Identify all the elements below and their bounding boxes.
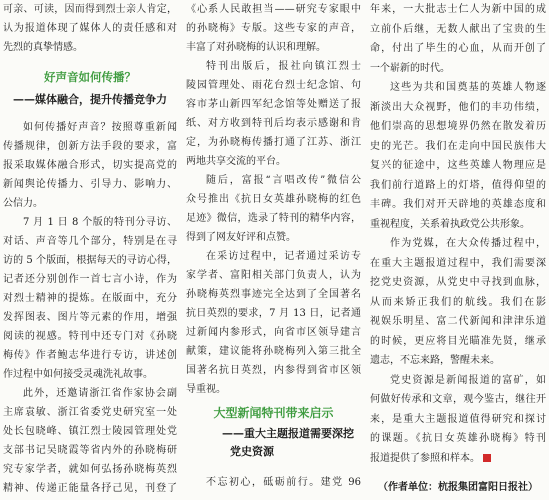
text-line: 在重大主题报道过程中，我们需要深 [370,257,546,269]
text-line: 两地共享交流的平台。 [186,156,286,167]
text-line: 复兴的征途中，这些英雄人物理应是 [370,160,546,171]
text-line: 党史资源是新闻报道的富矿，如 [390,374,546,386]
text-line: 陵园管理处、雨花台烈士纪念馆、句 [186,80,361,91]
text-line: 国著名抗日英烈，内参得到省市区领 [186,365,361,376]
text-line: 精神、传递正能量各抒己见，刊登了 [3,483,177,494]
author-affiliation: （作者单位：杭报集团富阳日报社） [378,482,538,493]
text-line: 报采取媒体融合形式，切实提高党的 [3,160,177,171]
paragraph [3,118,177,213]
text-line: 的时候，更应将目光瞄准先贤，继承 [370,335,546,347]
text-line: 阅读的视感。特刊中还专门对《孙晓 [3,331,177,342]
text-line: 遗志，不忘来路，警醒未来。 [370,355,500,366]
text-line: 主席袁敏、浙江省委党史研究室一处 [3,407,177,418]
paragraph [186,247,361,399]
text-line: 梅传》作者鲍志华进行专访，讲述创 [3,350,177,361]
text-line: 他们崇高的思想境界仍然在散发着历 [370,121,546,132]
text-line: 记者还分别创作一首七言小诗，作为 [3,274,177,285]
text-line: 导重视。 [186,384,226,395]
text-line: 立前仆后继，无数人献出了宝贵的生 [370,23,546,35]
text-line: 这些为共和国奠基的英雄人物逐 [390,82,546,93]
text-line: 定，为孙晓梅传播打通了江苏、浙江 [186,137,361,148]
text-line-final [370,449,546,469]
text-line: 纸、对方收到特刊后均表示感谢和肯 [186,118,361,129]
text-line: 随后，富报“言唱改传”微信公 [206,175,361,186]
text-line: 孙晓梅英烈事迹完全达到了全国著名 [186,289,361,300]
text-line: 作为党媒，在大众传播过程中， [390,238,546,249]
text-line: 认为报道体现了媒体人的责任感和对 [3,23,177,34]
text-line: 史的光芒。我们在走向中国民族伟大 [370,140,546,152]
section-subheading: ——媒体融合，提升传播竞争力 [13,93,167,106]
paragraph [186,171,361,247]
paragraph [186,57,361,171]
text-line: 足迹》微信，选录了特刊的精华内容， [186,213,361,224]
paragraph [186,473,361,492]
text-line: 过新闻内参形式，向省市区领导建言 [186,327,361,338]
end-of-article-icon [483,454,491,462]
text-line: 丰富了对孙晓梅的认识和理解。 [186,42,326,53]
text-line: 究专家学者，就如何弘扬孙晓梅英烈 [3,464,177,475]
section-heading: 好声音如何传播？ [44,70,136,84]
text-line: 访的 5 个版面，根据每天的寻访心得， [3,255,177,266]
paragraph [3,213,177,384]
text-line: 我们前行道路上的灯塔，值得仰望的 [370,179,546,191]
text-line: 挖党史资源，从党史中寻找到血脉， [370,277,546,288]
paragraph [370,234,546,371]
text-line: 何做好传承和文章，观今鉴古，继往开 [370,394,546,405]
text-line: 发挥图表、图片等元素的作用，增强 [3,312,177,323]
text-line: 如何传播好声音？按照尊重新闻 [23,122,177,133]
text-line: 一个崭新的时代。 [370,62,450,74]
text-line: 的课题。《抗日女英雄孙晓梅》特刊 [370,433,546,444]
section-subheading [186,425,361,461]
text-line: 年来，一大批志士仁人为新中国的成 [370,4,546,15]
text-line: 家学者、富阳相关部门负责人，认为 [186,270,361,281]
text-line: 从而来矫正我们的航线。我们在影 [370,296,546,308]
paragraph [3,384,177,498]
paragraph [3,0,177,57]
column-1 [3,0,177,498]
text-line: 报道提供了参照和样本。 [370,452,480,464]
paragraph [370,371,546,469]
text-line: 容市茅山新四军纪念馆等处赠送了报 [186,99,361,110]
text-line: 命，付出了毕生的心血，从而开创了 [370,43,546,54]
text-line: 此外，还邀请浙江省作家协会副 [23,388,177,399]
text-line: 抗日英烈的要求，7 月 13 日，记者通 [186,308,361,319]
text-line: 传播规律，创新方法手段的要求，富 [3,141,177,152]
text-line: 公信力。 [3,198,43,209]
paragraph [370,78,546,234]
subheading-line: ——重大主题报道需要深挖 [222,427,354,440]
text-line: 作过程中如何接受灵魂洗礼故事。 [3,369,153,380]
text-line: 不忘初心，砥砺前行。建党 96 [206,477,361,488]
column-2 [186,0,361,492]
paragraph [370,0,546,78]
text-line: 的孙晓梅》专版。这些专家的声音， [186,23,361,34]
text-line: 渐淡出大众视野，他们的丰功伟绩， [370,101,546,113]
subheading-line: 党史资源 [230,445,274,458]
text-line: 重视程度，关系着执政党公共形象。 [370,218,530,230]
text-line: 新闻舆论传播力、引导力、影响力、 [3,179,177,190]
text-line: 在采访过程中，记者通过采访专 [206,251,361,262]
text-line: 支部书记吴晓霞等省内外的孙晓梅研 [3,445,177,456]
text-line: 献策，建议能将孙晓梅列入第三批全 [186,346,361,357]
text-line: 先烈的真挚情感。 [3,42,83,53]
text-line: 可亲、可读，因而得到烈士亲人肯定， [3,4,177,15]
text-line: 对烈士精神的提炼。在版面中，充分 [3,293,177,304]
text-line: 《心系人民敢担当——研究专家眼中 [186,4,361,15]
text-line: 丰碑。我们对开天辟地的英雄态度和 [370,199,546,210]
text-line: 众号推出《抗日女英雄孙晓梅的红色 [186,194,361,205]
column-3 [370,0,546,497]
text-line: 7 月 1 日 8 个版的特刊分寻访、 [23,217,177,228]
text-line: 视娱乐明星、富二代新闻和津津乐道 [370,316,546,327]
section-heading: 大型新闻特刊带来启示 [213,406,334,420]
text-line: 得到了网友好评和点赞。 [186,232,296,243]
text-line: 对话、声音等几个部分，特别是在寻 [3,236,177,247]
text-line: 特刊出版后，报社向镇江烈士 [206,61,361,72]
text-line: 处长包晓峰、镇江烈士陵园管理处党 [3,426,177,437]
text-line: 来，是重大主题报道值得研究和探讨 [370,413,546,425]
paragraph [186,0,361,57]
